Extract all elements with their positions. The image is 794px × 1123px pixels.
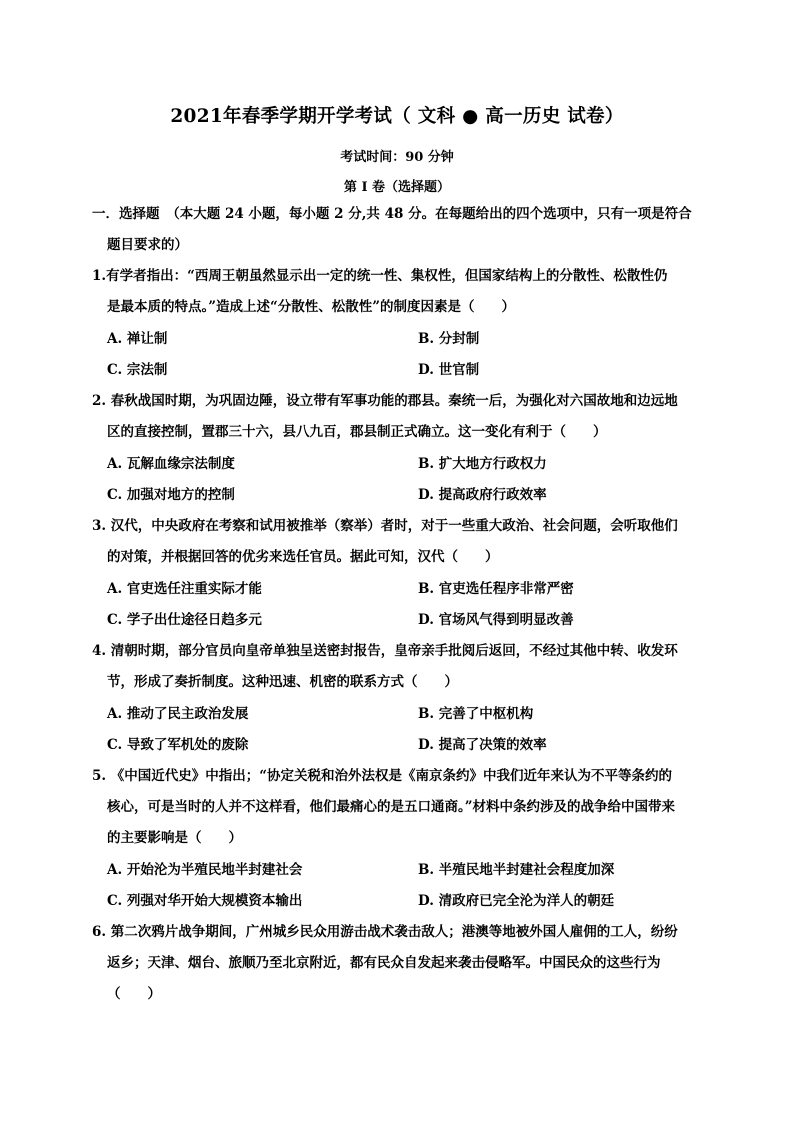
question-6-line-1: 6. 第二次鸦片战争期间，广州城乡民众用游击战术袭击敌人；港澳等地被外国人雇佣的工人，纷纷 <box>92 924 678 940</box>
question-5-line-3: 的主要影响是（ ） <box>107 830 242 846</box>
question-5-option-d: D. 清政府已完全沦为洋人的朝廷 <box>418 893 615 909</box>
exam-title: 2021年春季学期开学考试（ 文科 ● 高一历史 试卷） <box>170 106 624 127</box>
question-2-option-d: D. 提高政府行政效率 <box>418 487 547 503</box>
question-6-line-3: （ ） <box>107 986 161 1002</box>
question-4-option-c: C. 导致了军机处的废除 <box>107 737 249 753</box>
question-2-line-2: 区的直接控制，置郡三十六，县八九百，郡县制正式确立。这一变化有利于（ ） <box>107 424 607 440</box>
question-6-line-2: 返乡；天津、烟台、旅顺乃至北京附近，都有民众自发起来袭击侵略军。中国民众的这些行为 <box>107 955 661 971</box>
question-3-option-d: D. 官场风气得到明显改善 <box>418 612 574 628</box>
question-1-option-a: A. 禅让制 <box>107 331 168 347</box>
question-4-option-a: A. 推动了民主政治发展 <box>107 706 249 722</box>
question-3-line-2: 的对策，并根据回答的优劣来选任官员。据此可知，汉代（ ） <box>107 549 499 565</box>
question-5-option-c: C. 列强对华开始大规模资本输出 <box>107 893 303 909</box>
volume-heading: 第 I 卷（选择题） <box>343 180 451 195</box>
question-3-option-a: A. 官吏选任注重实际才能 <box>107 581 262 597</box>
question-3-option-b: B. 官吏选任程序非常严密 <box>418 581 574 597</box>
question-2-option-a: A. 瓦解血缘宗法制度 <box>107 456 235 472</box>
question-1-option-d: D. 世官制 <box>418 362 480 378</box>
question-1-line-2: 是最本质的特点。”造成上述“分散性、松散性”的制度因素是（ ） <box>107 299 516 315</box>
question-2-line-1: 2. 春秋战国时期，为巩固边陲，设立带有军事功能的郡县。秦统一后，为强化对六国故地和边远地 <box>92 393 678 409</box>
section-instructions-line-1: 一．选择题 （本大题 24 小题，每小题 2 分,共 48 分。在每题给出的四个选项中，只有一项是符合 <box>92 206 692 222</box>
question-4-line-2: 节，形成了奏折制度。这种迅速、机密的联系方式（ ） <box>107 674 458 690</box>
question-2-option-b: B. 扩大地方行政权力 <box>418 456 547 472</box>
question-1-option-c: C. 宗法制 <box>107 362 168 378</box>
question-1-option-b: B. 分封制 <box>418 331 480 347</box>
question-4-option-b: B. 完善了中枢机构 <box>418 706 534 722</box>
question-2-option-c: C. 加强对地方的控制 <box>107 487 235 503</box>
question-3-option-c: C. 学子出仕途径日趋多元 <box>107 612 262 628</box>
question-5-option-b: B. 半殖民地半封建社会程度加深 <box>418 862 615 878</box>
question-4-line-1: 4. 清朝时期，部分官员向皇帝单独呈送密封报告，皇帝亲手批阅后返回，不经过其他中转、收发环 <box>92 643 678 659</box>
question-1-line-1: 1.有学者指出：“西周王朝虽然显示出一定的统一性、集权性，但国家结构上的分散性、松散性仍 <box>92 268 668 284</box>
question-5-option-a: A. 开始沦为半殖民地半封建社会 <box>107 862 303 878</box>
question-4-option-d: D. 提高了决策的效率 <box>418 737 547 753</box>
section-instructions-line-2: 题目要求的） <box>107 237 188 253</box>
question-3-line-1: 3. 汉代，中央政府在考察和试用被推举（察举）者时，对于一些重大政治、社会问题，会听取他们 <box>92 518 678 534</box>
question-5-line-1: 5. 《中国近代史》中指出；“协定关税和治外法权是《南京条约》中我们近年来认为不平等条约的 <box>92 768 673 784</box>
question-5-line-2: 核心，可是当时的人并不这样看，他们最痛心的是五口通商。”材料中条约涉及的战争给中国带来 <box>107 799 676 815</box>
exam-time: 考试时间：90 分钟 <box>340 150 454 165</box>
